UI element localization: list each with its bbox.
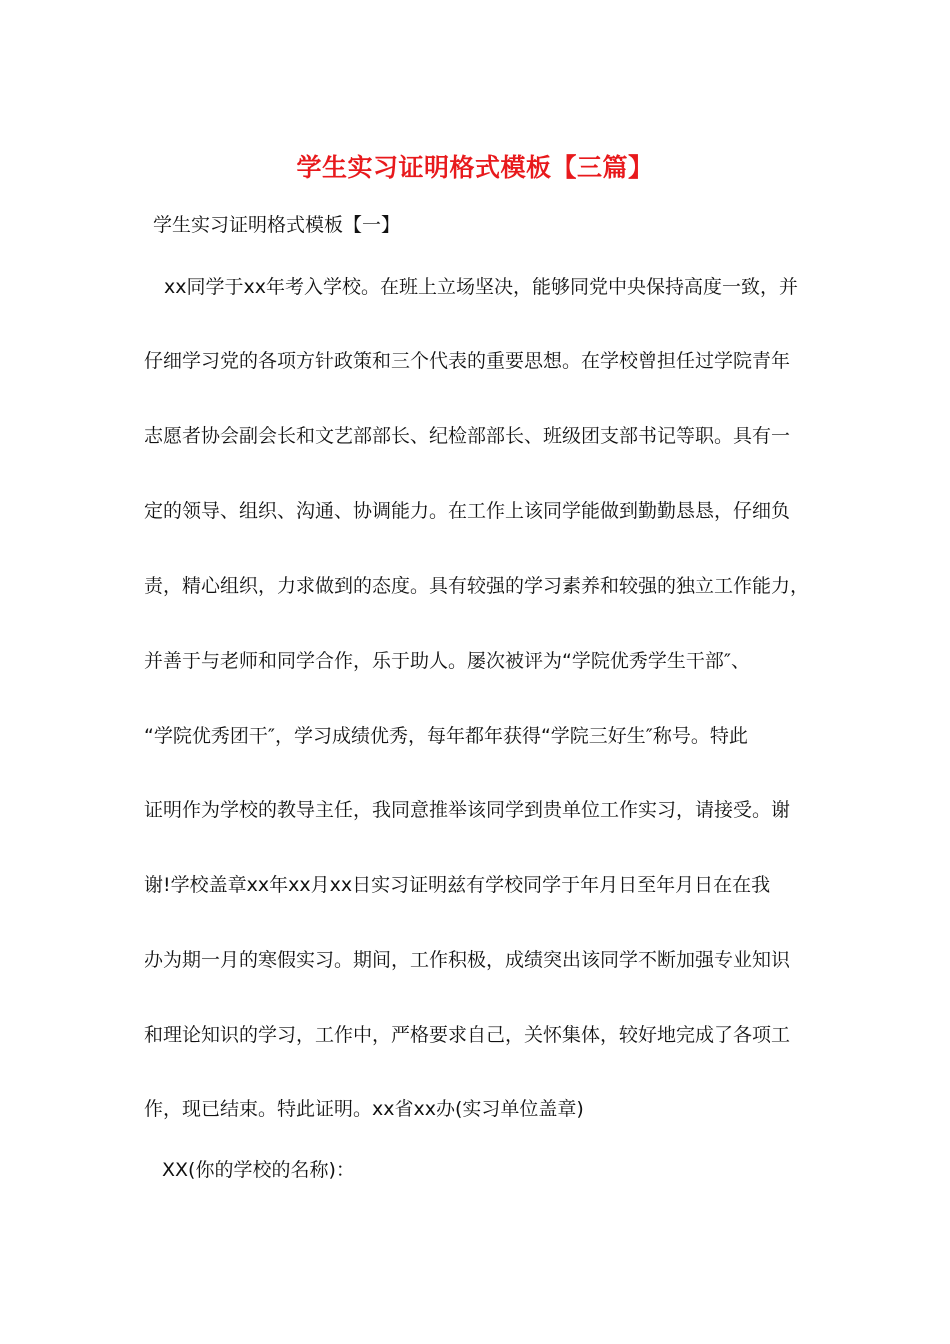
body-line: 仔细学习党的各项方针政策和三个代表的重要思想。在学校曾担任过学院青年 — [144, 350, 791, 372]
body-line: 志愿者协会副会长和文艺部部长、纪检部部长、班级团支部书记等职。具有一 — [144, 425, 791, 447]
body-line: 定的领导、组织、沟通、协调能力。在工作上该同学能做到勤勤恳恳，仔细负 — [144, 500, 791, 522]
body-line: “学院优秀团干″，学习成绩优秀，每年都年获得“学院三好生″称号。特此 — [144, 725, 748, 747]
body-line: xx同学于xx年考入学校。在班上立场坚决，能够同党中央保持高度一致，并 — [164, 276, 798, 298]
body-line: 作，现已结束。特此证明。xx省xx办(实习单位盖章) — [144, 1098, 584, 1120]
document-title: 学生实习证明格式模板【三篇】 — [296, 153, 654, 182]
body-line: 谢!学校盖章xx年xx月xx日实习证明兹有学校同学于年月日至年月日在在我 — [144, 874, 771, 896]
section-heading: 学生实习证明格式模板【一】 — [153, 214, 401, 236]
salutation-line: XX(你的学校的名称)： — [162, 1159, 355, 1181]
body-line: 证明作为学校的教导主任，我同意推举该同学到贵单位工作实习，请接受。谢 — [144, 799, 791, 821]
body-line: 责，精心组织，力求做到的态度。具有较强的学习素养和较强的独立工作能力， — [144, 575, 810, 597]
body-line: 和理论知识的学习，工作中，严格要求自己，关怀集体，较好地完成了各项工 — [144, 1024, 791, 1046]
body-line: 办为期一月的寒假实习。期间，工作积极，成绩突出该同学不断加强专业知识 — [144, 949, 791, 971]
body-line: 并善于与老师和同学合作，乐于助人。屡次被评为“学院优秀学生干部″、 — [144, 650, 750, 672]
